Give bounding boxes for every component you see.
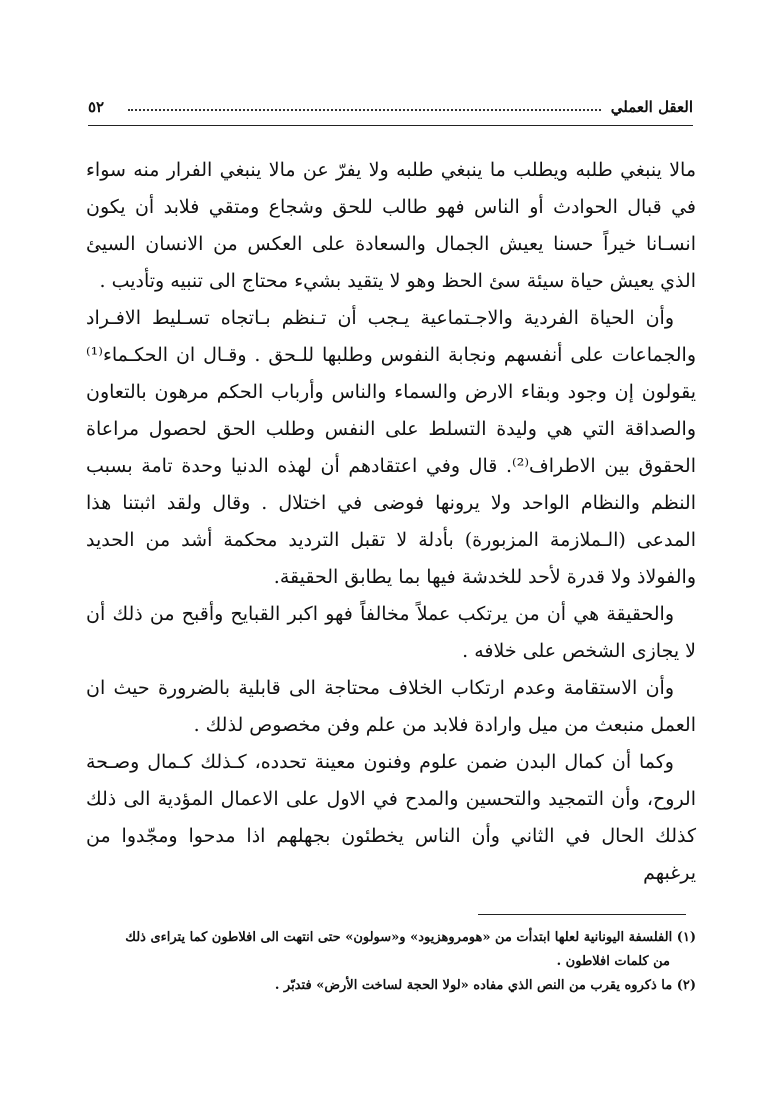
footnotes [86,926,696,998]
paragraph: وكما أن كمال البدن ضمن علوم وفنون معينة تحدده، كـذلك كـمال وصـحة الروح، وأن التمجيد والتحسين والمدح في الاول على الاعمال المؤدية الى ذلك كذلك الحال في الثاني وأن الناس يخطئون بجهلهم اذا مدحوا ومجّدوا من يرغبهم [86,751,696,884]
paragraph: وأن الاستقامة وعدم ارتكاب الخلاف محتاجة الى قابلية بالضرورة حيث ان العمل منبعث من ميل وارادة فلابد من علم وفن مخصوص لذلك . [86,677,696,736]
footnote-2: (٢) ما ذكروه يقرب من النص الذي مفاده «لولا الحجة لساخت الأرض» فتدبّر . [274,978,696,993]
footnote-1-continuation: من كلمات افلاطون . [556,954,670,969]
running-header [88,98,693,128]
running-title: العقل العملي [610,98,693,116]
header-rule [88,125,693,126]
header-dotted-leader [128,109,601,111]
footnote-separator [478,914,686,915]
footnote-1: (١) الفلسفة اليونانية لعلها ابتدأت من «هومروهزيود» و«سولون» حتى انتهت الى افلاطون كما يتراءى ذلك [125,930,696,945]
page-number: ٥٢ [88,98,105,116]
body-text [86,152,696,892]
paragraph: وأن الحياة الفردية والاجـتماعية يـجب أن تـنظم بـاتجاه تسـليط الافـراد والجماعات على أنفسهم ونجابة النفوس وطلبها للـحق . وقـال ان الحكـماء⁽¹⁾ يقولون إن وجود وبقاء الارض والسماء والناس وأرباب الحكم مرهون بالتعاون والصداقة التي هي وليدة التسلط على النفس وطلب الحق لحصول مراعاة الحقوق بين الاطراف⁽²⁾. قال وفي اعتقادهم أن لهذه الدنيا وحدة تامة بسبب النظم والنظام الواحد ولا يرونها فوضى في اختلال . وقال ولقد اثبتنا هذا المدعى (الـملازمة المزبورة) بأدلة لا تقبل الترديد محكمة أشد من الحديد والفولاذ ولا قدرة لأحد للخدشة فيها بما يطابق الحقيقة. [86,307,696,588]
paragraph: والحقيقة هي أن من يرتكب عملاً مخالفاً فهو اكبر القبايح وأقبح من ذلك أن لا يجازى الشخص على خلافه . [86,603,696,662]
paragraph: مالا ينبغي طلبه ويطلب ما ينبغي طلبه ولا يفرّ عن مالا ينبغي الفرار منه سواء في قبال الحوادث أو الناس فهو طالب للحق وشجاع ومتقي فلابد أن يكون انسـانا خيراً حسنا يعيش الجمال والسعادة على العكس من الانسان السيئ الذي يعيش حياة سيئة سئ الحظ وهو لا يتقيد بشيء محتاج الى تنبيه وتأديب . [86,159,696,292]
